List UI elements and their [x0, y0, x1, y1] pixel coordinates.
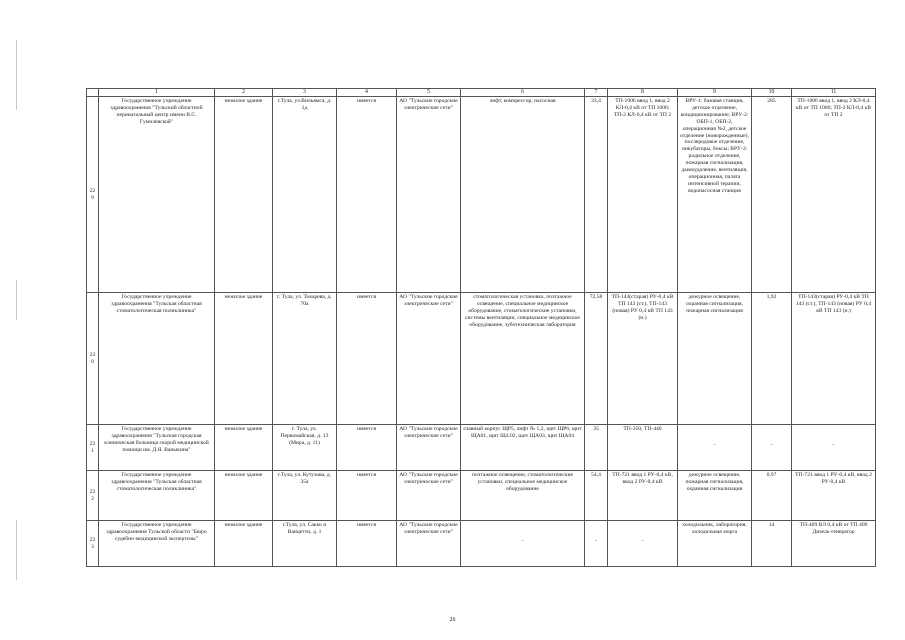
dash: - [832, 442, 835, 448]
address: г.Тула, ул. Сакко и Ванцетти, д. 1 [273, 521, 337, 567]
supply-source: ТП-350, ТП-440 [608, 425, 678, 471]
row-number: 232 [87, 471, 99, 521]
header-cell: 10 [752, 89, 792, 97]
building-type: нежилое здание [215, 425, 273, 471]
header-cell: 1 [99, 89, 215, 97]
institution-name: Государственное учреждение здравоохранения Тульской области "Бюро судебно-медицинской экспертизы" [99, 521, 215, 567]
power-value-2: 14 [752, 521, 792, 567]
grid-organization: АО "Тульские городские электрические сети" [397, 521, 461, 567]
building-type: нежилое здание [215, 471, 273, 521]
header-cell: 2 [215, 89, 273, 97]
equipment: главный корпус ЩР5, лифт № 1,2, щит ЩР6, щит ЩА01, щит Щ4.02, щит ЩА03, щит ЩА04 [461, 425, 585, 471]
header-cell: 5 [397, 89, 461, 97]
power-value-2 [752, 425, 792, 471]
consumers: ВРУ-1: базовая станция, детское отделение, кондиционирование; ВРУ-2: ОБП-1, ОБП-2, операционная №2, детское отделение (новорожденные), послеродовое отделение, инкубаторы, боксы; ВРУ-3: родильное отделение, пожарная сигнализация, дымоудаление, вентиляция, операционная, палата интенсивной терапии, водонасосная станция [678, 97, 752, 293]
dash: - [713, 442, 716, 448]
supply-source-2: ТП-721 ввод 1 РУ-0,4 кВ, ввод 2 РУ-0,4 кВ [792, 471, 876, 521]
consumers: холодильник, лаборатория, холодильная морга [678, 521, 752, 567]
supply-source: ТП-1006 ввод 1, ввод 2 КЛ-0,4 кВ от ТП 1006; ТП-2 КЛ-0,4 кВ от ТП 2 [608, 97, 678, 293]
power-value-2: 285 [752, 97, 792, 293]
address: г.Тула, ул.Вильямса, д. 1д [273, 97, 337, 293]
header-cell: 3 [273, 89, 337, 97]
header-cell: 8 [608, 89, 678, 97]
page-number: 26 [449, 617, 456, 623]
institution-name: Государственное учреждение здравоохранения "Тульская областная стоматологическая поликлиника" [99, 293, 215, 425]
binder-mark [16, 280, 17, 320]
supply-source: ТП-143(старая) РУ-0,4 кВ ТП 143 (ст.), ТП-143 (новая) РУ 0,4 кВ ТП 143 (н.) [608, 293, 678, 425]
status: имеется [337, 293, 397, 425]
power-value-2: 0,97 [752, 471, 792, 521]
header-cell: 7 [585, 89, 608, 97]
status: имеется [337, 97, 397, 293]
consumers: дежурное освещение, пожарная сигнализация, охранная сигнализация [678, 471, 752, 521]
table-row [87, 425, 876, 471]
power-value: 33,4 [585, 97, 608, 293]
row-number: 229 [87, 97, 99, 293]
supply-source-2: ТП-1006 ввод 1, ввод 2 КЛ-0,4 кВ от ТП 1006; ТП-2 КЛ-0,4 кВ от ТП 2 [792, 97, 876, 293]
table-row [87, 97, 876, 293]
header-cell: 11 [792, 89, 876, 97]
equipment: поэтажное освещение, стоматологические установки, специальное медицинское оборудование [461, 471, 585, 521]
dash: - [770, 442, 773, 448]
address: г. Тула, ул. Токарева, д. 70а [273, 293, 337, 425]
binder-mark [16, 520, 17, 580]
building-type: нежилое здание [215, 293, 273, 425]
institution-name: Государственное учреждение здравоохранения "Тульская областная стоматологическая поликлиника" [99, 471, 215, 521]
institution-name: Государственное учреждение здравоохранения "Тульский областной перинатальный центр имени В.С. Гумилевской" [99, 97, 215, 293]
header-cell: 9 [678, 89, 752, 97]
table-row [87, 521, 876, 567]
dash: - [641, 538, 644, 544]
power-value-2: 1,92 [752, 293, 792, 425]
equipment: лифт, компрессор, насосная [461, 97, 585, 293]
column-number-row [87, 89, 876, 97]
building-type: нежилое здание [215, 97, 273, 293]
binder-mark [16, 40, 17, 110]
grid-organization: АО "Тульские городские электрические сети" [397, 293, 461, 425]
consumers [678, 425, 752, 471]
row-number: 233 [87, 521, 99, 567]
status: имеется [337, 425, 397, 471]
table-row [87, 293, 876, 425]
supply-source-2 [792, 425, 876, 471]
institution-name: Государственное учреждение здравоохранения "Тульская городская клиническая больница скорой медицинской помощи им. Д.Я. Ваныкина" [99, 425, 215, 471]
data-table [86, 88, 876, 567]
row-number: 231 [87, 425, 99, 471]
dash: - [521, 538, 524, 544]
building-type: нежилое здание [215, 521, 273, 567]
power-value [585, 521, 608, 567]
row-number: 230 [87, 293, 99, 425]
supply-source [608, 521, 678, 567]
header-cell-index [87, 89, 99, 97]
address: г.Тула, ул. Кутузова, д. 35а [273, 471, 337, 521]
status: имеется [337, 471, 397, 521]
grid-organization: АО "Тульские городские электрические сети" [397, 97, 461, 293]
consumers: дежурное освещение, охранная сигнализация, пожарная сигнализация [678, 293, 752, 425]
power-value: 54,4 [585, 471, 608, 521]
supply-source-2: ТП-143(старая) РУ-0,4 кВ ТП 143 (ст.), ТП-143 (новая) РУ 0,4 кВ ТП 143 (н.) [792, 293, 876, 425]
header-cell: 6 [461, 89, 585, 97]
power-value: 72,58 [585, 293, 608, 425]
power-value: 35 [585, 425, 608, 471]
address: г. Тула, ул. Первомайская, д. 13 (Мира, д. 11) [273, 425, 337, 471]
equipment: стоматологическая установка, поэтажное освещение, специальное медицинское оборудование, стоматологические установки, системы вентиляции, специальное медицинское оборудование, зуботехническая лаборатория [461, 293, 585, 425]
supply-source-2: ТП-409 ВЛ 0,4 кВ от ТП 409 Дизель-генератор [792, 521, 876, 567]
status: имеется [337, 521, 397, 567]
header-cell: 4 [337, 89, 397, 97]
table-row [87, 471, 876, 521]
grid-organization: АО "Тульские городские электрические сети" [397, 425, 461, 471]
grid-organization: АО "Тульские городские электрические сети" [397, 471, 461, 521]
dash: - [595, 538, 597, 544]
supply-source: ТП-721 ввод 1 РУ-0,4 кВ, ввод 2 РУ-0,4 кВ [608, 471, 678, 521]
equipment [461, 521, 585, 567]
